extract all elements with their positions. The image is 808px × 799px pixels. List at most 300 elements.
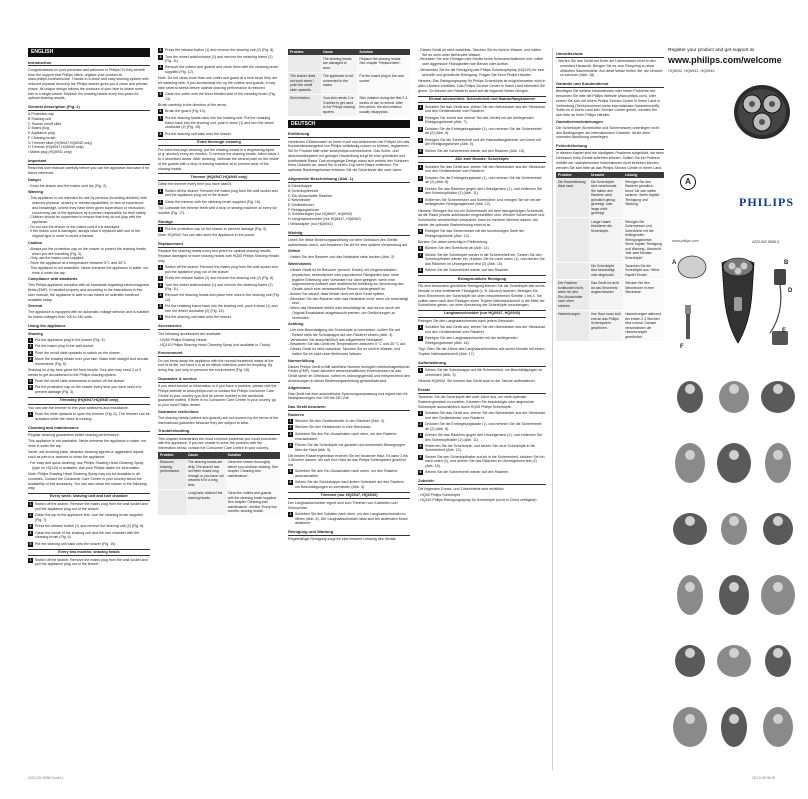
- table-cell: Skin irritation during the first 2-3 weeks of use is normal. After this period, the skin irritation usually disappears.: [357, 94, 410, 116]
- warning-heading: Warning: [28, 190, 44, 195]
- compliance-text: This Philips appliance complies with all standards regarding electromagnetic fields (EMF). If handled properly and according to the instructions in this user manual, the appliance is safe to use based on scientific evidence available today.: [28, 283, 150, 302]
- step-item: [158, 189, 280, 198]
- step-item: [28, 385, 150, 394]
- step-item: [158, 109, 280, 114]
- step-text: Schalten Sie das Gerät aus, ziehen Sie den Netzstecker aus der Steckdose und den Gerätestecker vom Rasierer.: [425, 325, 546, 335]
- step-number: 2: [29, 344, 32, 349]
- step-text: Press the release button (1) and remove the shaving unit (2) (Fig. 8).: [165, 276, 275, 281]
- step-item: [28, 412, 150, 421]
- zwei-monate-steps: [418, 165, 546, 207]
- step-number: 3: [289, 431, 292, 436]
- steps-b: [158, 92, 280, 101]
- step-item: [288, 419, 410, 424]
- step-text: Remove the shaving heads and place new ones in the shaving unit (Fig. 12).: [165, 293, 280, 303]
- section-title-einfuehrung: Einführung: [288, 131, 410, 138]
- step-number: 2: [159, 276, 162, 281]
- list-item: - HQ110 Philips Reinigungsspray für Scherköpfe (nicht in China verfügbar).: [422, 498, 546, 503]
- step-text: Entfernen Sie die Scherköpfe, und setzen Sie neue Scherköpfe in die Schereinheit (Abb. 12).: [425, 443, 536, 453]
- table-row: [288, 94, 410, 116]
- step-text: Setzen Sie die Schereinheit wieder auf den Rasierer.: [425, 470, 510, 475]
- table-row: [556, 178, 664, 217]
- table-cell: [556, 218, 589, 262]
- step-text: Setzen Sie die Schutzkappe auf die Schereinheit, um Beschädigungen zu vermeiden (Abb. 3).: [425, 368, 543, 377]
- figure-thumbnail: [758, 630, 798, 692]
- warnhinweis-heading: Warnhinweis: [288, 262, 312, 267]
- step-number: 5: [29, 378, 32, 383]
- list-item: - Benutzen Sie zum Reinigen des Geräts keine Scheuerschwämme und -mittel oder aggressive Flüssigkeiten wie Benzin oder Aceton.: [422, 57, 546, 66]
- figure-thumbnail: [758, 366, 798, 428]
- step-text: Brush the guard (Fig. 14).: [165, 109, 206, 114]
- table-row: [158, 489, 280, 515]
- description-list: [28, 112, 150, 155]
- step-text: Remove the cutters and guards and clean them with the cleaning brush supplied (Fig. 12).: [165, 65, 279, 75]
- product-parts-illustration: [672, 253, 802, 353]
- list-item: F Cleaning brush: [28, 135, 56, 140]
- step-text: Turn the wheel anticlockwise (1) and remove the retaining frame (2) (Fig. 11).: [165, 54, 273, 64]
- shaving-steps: [28, 338, 150, 367]
- step-number: 1: [29, 502, 32, 507]
- trimmen-steps: [288, 512, 410, 526]
- wichtig-text: Lesen Sie diese Bedienungsanleitung vor dem Gebrauch des Geräts aufmerksam durch, und bewahren Sie sie für eine spätere Verwendung auf.: [288, 237, 409, 247]
- step-number: 2: [419, 336, 422, 341]
- step-number: 5: [159, 304, 162, 309]
- steps-c: [158, 109, 280, 136]
- figure-thumbnail: [758, 432, 798, 494]
- step-text: Schieben Sie den Ein-/Ausschalter nach oben, um den Rasierer einzuschalten.: [295, 431, 397, 441]
- figure-thumbnail: [670, 432, 710, 494]
- step-item: [418, 176, 546, 185]
- trimmer-tip: Tip: Lubricate the trimmer teeth with a drop of sewing machine oil every six months (Fig. 17).: [158, 206, 277, 215]
- step-number: 2: [29, 513, 32, 518]
- normen-heading: Normerfüllung: [288, 358, 315, 363]
- table-row: [556, 310, 664, 341]
- step-number: 4: [419, 197, 422, 202]
- step-text: Setzen Sie die Schutzkappe nach jedem Gebrauch auf den Rasierer, um Beschädigungen zu vermeiden (Abb. 3).: [295, 480, 405, 490]
- list-item: H Langhaarschneider (nur HQ6947, HQ6940): [288, 217, 361, 222]
- two-months-heading: Every two months: shaving heads: [28, 549, 150, 557]
- step-number: 4: [29, 357, 32, 362]
- list-item: - Always put the protection cap on the shaver to protect the shaving heads when you are travelling (Fig. 3).: [32, 247, 150, 256]
- list-item: - Do not use the shaver or the mains cord if it is damaged.: [32, 225, 150, 230]
- table-cell: Put the mains plug in the wall socket.: [357, 72, 410, 94]
- beschreibung-list: [288, 184, 410, 227]
- table-cell: Die Scherköpfe sind verschmutzt. Sie haben den Rasierer nicht gründlich genug gereinigt, oder lange nicht gereinigt.: [589, 178, 623, 217]
- shaving-heading: Shaving: [28, 331, 43, 336]
- step-item: [158, 55, 280, 64]
- step-number: 1: [159, 188, 162, 193]
- section-title-fehlerbehebung: Fehlerbehebung: [556, 143, 664, 150]
- step-number: 6: [159, 109, 162, 114]
- manual-page-1: [28, 48, 550, 770]
- step-item: [418, 138, 546, 147]
- trimmen-text: Der Langhaarschneider eignet sich zum Trimmen von Koteletten und Schnurrbart.: [288, 500, 398, 510]
- step-number: 1: [419, 325, 422, 330]
- step-item: [418, 368, 546, 377]
- step-item: [158, 92, 280, 101]
- part-label-e: E: [782, 328, 787, 334]
- step-item: [158, 116, 280, 130]
- einfuehrung-text: Herzlichen Glückwunsch zu Ihrem Kauf und willkommen bei Philips! Um das Kundendienstangebot von Philips vollständig nutzen zu können, registrieren Sie Ihr Produkt bitte unter www.philips.com/welcome. Das Scher- und Abschneidesystem mit geringer Hautreibung sorgt für eine gründliche und komfortable Rasur. Das einzigartige Design passt sich perfekt den Konturen Ihres Gesichts an, damit Sie in einem Zug mehr Haare entfernen. Für optimale Rasierergebnisse ersetzen Sie die Scherköpfe alle zwei Jahre.: [288, 139, 410, 173]
- step-item: [158, 293, 280, 302]
- step-item: [418, 198, 546, 207]
- compliance-heading: Compliance with standards: [28, 277, 78, 282]
- step-text: Setzen Sie die Schereinheit wieder auf den Rasierer (Abb. 10).: [425, 148, 526, 153]
- allgemeines-text: Das Gerät hat eine automatische Spannungsanpassung und eignet sich für Netzspannungen von 100 bis 240 Volt.: [288, 391, 408, 401]
- figure-thumbnail: [714, 630, 754, 692]
- steps-a: [158, 48, 280, 75]
- hinweis-text-2: Hinweis: Reinigen Sie nur ein Schermesser mit dem dazugehörigen Scherkorb, da die Paare jeweils aufeinander eingeschliffen sind. Werden Schermesser und Scherkörbe versehentlich vertauscht, kann es mehrere Wochen dauern, bis wieder die optimale Rasierleistung erreicht ist.: [418, 208, 545, 227]
- step-text: Drehen Sie das Rädchen gegen den Uhrzeigersinn (1), und entfernen Sie den Scherkopfhalter (2) (Abb. 11).: [425, 186, 543, 196]
- step-item: [288, 432, 410, 441]
- garantieeinschraenkungen-text: Die Scherköpfe (Scherkörbe und Schermesser) unterliegen nicht den Bedingungen der internationalen Garantie, da sie einer normalen Abnutzung unterliegen.: [556, 125, 659, 140]
- step-item: [288, 512, 410, 526]
- reinigung-spray-list: [418, 68, 546, 77]
- website-small: www.philips.com: [672, 239, 699, 243]
- step-number: 6: [159, 315, 162, 320]
- step-item: [158, 132, 280, 137]
- step-text: Reinigen Sie das Schermesser mit der kurzborstigen Seite der Reinigungsbürste (Abb. 13).: [425, 228, 525, 238]
- step-text: Switch off the shaver. Remove the mains plug from the wall socket and pull the appliance plug out of the shaver.: [35, 502, 148, 511]
- step-item: [418, 253, 546, 267]
- step-item: [418, 411, 546, 420]
- reinigung-text: Regelmäßige Reinigung sorgt für eine bessere Leistung des Geräts.: [288, 537, 397, 542]
- part-label-c: C: [728, 306, 733, 312]
- fehlerbehebung-text: In diesem Kapitel sind die häufigsten Probleme aufgeführt, die beim Gebrauch Ihres Geräts auftreten können. Sollten Sie ein Problem mithilfe der nachstehenden Informationen nicht beheben können, wenden Sie sich bitte an das Philips Service-Center in Ihrem Land.: [556, 151, 664, 170]
- table-cell: Replace the shaving heads. See chapter 'Replacement'.: [357, 55, 410, 72]
- step-text: Stecken Sie den Netzstecker in eine Steckdose.: [295, 425, 372, 430]
- table-header-cell: Cause: [321, 49, 358, 55]
- section-title-reinigung: Reinigung und Wartung: [288, 529, 410, 536]
- list-item: - Verwenden Sie ausschließlich das mitgelieferte Netzkabel.: [292, 338, 410, 343]
- step-number: 4: [159, 65, 162, 70]
- list-item: - Halten Sie den Rasierer und das Netzkabel stets trocken (Abb. 2).: [292, 255, 410, 260]
- list-item: - This appliance is not intended for use by persons (including children) with reduced physical, sensory or mental capabilities, or lack of experience and knowledge, unless they have been given supervision or instruction concerning use of the appliance by a person responsible for their safety.: [32, 196, 150, 215]
- step-item: [288, 469, 410, 478]
- list-item: - Wenn das Netzkabel defekt oder beschädigt ist, darf es nur durch ein Original-Ersatzkabel ausgetauscht werden, um Gefährdungen zu vermeiden.: [292, 306, 410, 320]
- step-item: [158, 48, 280, 53]
- table-cell: Hautreizungen während der ersten 2-3 Wochen sind normal. Danach verschwinden die Hautreizungen gewöhnlich.: [623, 310, 664, 341]
- table-row: [556, 218, 664, 262]
- list-item: - This appliance is not washable. Never immerse the appliance in water, nor rinse it under the tap.: [32, 266, 150, 275]
- trimmer-text: Clean the trimmer every time you have used it.: [158, 182, 233, 187]
- section-title-zubehoer: Zubehör: [418, 478, 546, 485]
- steps-6-8: [418, 246, 546, 273]
- step-item: [158, 265, 280, 274]
- storage-steps: [158, 227, 280, 232]
- figure-thumbnail: [670, 564, 710, 626]
- table-cell: Reduced shaving performance.: [158, 459, 186, 489]
- cleaning-text-2: This appliance is not washable. Never immerse the appliance in water, nor rinse it under the tap.: [28, 439, 147, 448]
- step-number: 6: [419, 246, 422, 251]
- step-text: Push the slide upwards to open the trimmer (Fig. 6). The trimmer can be activated while the motor is running.: [35, 412, 150, 421]
- extra-cleaning-text: For extra thorough cleaning, put the shaving heads in a degreasing liquid (e.g. alcohol) every six months. To remove the shaving heads, follow steps 1 to 4 described above. After cleaning, lubricate the central point on the inside of the guards with a drop of sewing machine oil to prevent wear of the shaving heads.: [158, 147, 280, 171]
- table-header-cell: Solution: [226, 452, 280, 458]
- register-header: [668, 48, 804, 74]
- table-cell: Die Rasierleistung lässt nach.: [556, 178, 589, 217]
- step-item: [418, 444, 546, 453]
- step-item: [418, 165, 546, 174]
- list-item: E Appliance plug: [28, 131, 55, 136]
- aufbewahrung-note: Hinweis HQ6942: Sie können das Gerät auch in der Tasche aufbewahren.: [418, 379, 536, 384]
- list-item: C Shaver on/off slide: [28, 121, 62, 126]
- list-item: - Only use the mains cord supplied.: [32, 256, 150, 261]
- list-item: - Children should be supervised to ensure that they do not play with the appliance.: [32, 215, 150, 224]
- step-number: 1: [29, 412, 32, 417]
- step-number: 2: [159, 199, 162, 204]
- step-number: 2: [289, 425, 292, 430]
- restrictions-text: The shaving heads (cutters and guards) are not covered by the terms of the international guarantee because they are subject to wear.: [158, 415, 279, 425]
- step-text: Put the retaining frame back into the shaving unit, push it down (1) and turn the wheel clockwise (2) (Fig. 15).: [165, 304, 278, 314]
- section-title-aufbewahrung: Aufbewahrung: [418, 360, 546, 367]
- step-item: [418, 422, 546, 431]
- section-title-general-description: General description (Fig. 1): [28, 104, 150, 111]
- every-week-steps: [28, 502, 150, 546]
- step-number: 3: [419, 432, 422, 437]
- section-title-important: Important: [28, 158, 150, 165]
- step-number: 3: [159, 282, 162, 287]
- list-item: D Netzstecker: [288, 198, 311, 203]
- table-cell: The appliance is not connected to the mains.: [321, 72, 358, 94]
- step-number: 1: [159, 265, 162, 270]
- step-text: Switch off the shaver. Remove the mains plug from the wall socket and pull the appliance plug out of the shaver.: [35, 557, 148, 567]
- step-item: [418, 325, 546, 334]
- section-title-troubleshooting: Troubleshooting: [158, 428, 280, 435]
- list-item: - Store the appliance at a temperature between 5°C and 35°C.: [32, 261, 150, 266]
- part-number: 4222.002.5056.3: [752, 240, 779, 244]
- step-item: [158, 276, 280, 281]
- step-text: Entfernen Sie Schermesser und Scherkörbe, und reinigen Sie sie mit der beiliegenden Reinigungsbürste (Abb. 12).: [425, 197, 541, 207]
- table-header-cell: Solution: [357, 49, 410, 55]
- table-row: [288, 72, 410, 94]
- step-text: Put the appliance plug in the shaver (Fig. 4).: [35, 337, 106, 342]
- general-text: The appliance is equipped with an automatic voltage selector and is suitable for mains voltages from 100 to 240 volts.: [28, 310, 150, 320]
- step-text: Setzen Sie den Scherkopfhalter zurück in die Schereinheit, drücken Sie ihn nach unten (1), und drehen Sie das Rädchen im Uhrzeigersinn fest (2) (Abb. 15).: [425, 454, 545, 469]
- step-text: Turn the wheel anticlockwise (1) and remove the retaining frame (2) (Fig. 11).: [165, 282, 273, 292]
- step-text: Switch off the shaver. Remove the mains plug from the wall socket and pull the appliance plug out of the shaver.: [165, 188, 278, 198]
- step-number: 5: [419, 454, 422, 459]
- list-item: - If the mains cord is damaged, always have it replaced with one of the original type in order to avoid a hazard.: [32, 229, 150, 238]
- list-item: - Benutzen Sie den Rasierer oder das Netzkabel nicht, wenn sie beschädigt sind.: [292, 297, 410, 306]
- section-title-accessories: Accessories: [158, 323, 280, 330]
- guarantee-text: If you need service or information or if you have a problem, please visit the Philips website at www.philips.com or contact the Philips Consumer Care Centre in your country (you find its phone number in the worldwide guarantee leaflet). If there is no Consumer Care Centre in your country, go to your local Philips dealer.: [158, 384, 277, 408]
- register-line: Register your product and get support at: [668, 48, 754, 53]
- section-title-environment: Environment: [158, 350, 280, 357]
- column-german-3: [556, 48, 664, 770]
- trimming-steps: [28, 412, 150, 421]
- step-number: 4: [159, 293, 162, 298]
- rasieren-heading: Rasieren: [288, 412, 305, 417]
- table-header-cell: Cause: [186, 452, 226, 458]
- philips-logo: PHILIPS: [739, 195, 795, 209]
- list-item: - Um eine Beschädigung der Scherköpfe zu vermeiden, sollten Sie auf Reisen stets die Schutzkappe auf den Rasierer setzen (Abb. 3).: [292, 328, 410, 337]
- step-text: Drehen Sie das Rädchen gegen den Uhrzeigersinn (1), und entfernen Sie den Scherkopfhalter (2) (Abb. 11).: [425, 432, 543, 442]
- table-cell: Tauschen Sie die Scherköpfe aus. Siehe Kapitel 'Ersatz'.: [623, 262, 664, 279]
- step-item: [418, 268, 546, 273]
- shaver-head-illustration: [732, 82, 792, 142]
- step-number: 5: [29, 541, 32, 546]
- step-number: 2: [419, 115, 422, 120]
- trimmen-heading: Trimmen (nur HQ6947, HQ6940): [288, 492, 410, 500]
- step-5: [418, 229, 546, 238]
- step-item: [28, 338, 150, 343]
- website-url[interactable]: www.philips.com/welcome: [668, 55, 782, 66]
- list-item: B Shaving unit: [28, 117, 52, 121]
- table-row: [556, 279, 664, 310]
- intro-text: Congratulations on your purchase and welcome to Philips! To fully benefit from the support that Philips offers, register your product at www.philips.com/welcome. Thanks to a close and easy shaving system with reduced physical recovery the Philips shaver gives you a clean and precise shave. Its unique design follows the contours of your face to shave more hair in a single stroke. Replace the shaving heads every two years for optimal shaving results.: [28, 67, 149, 101]
- table-cell: Lange Haare blockieren die Scherköpfe.: [589, 218, 623, 262]
- figure-thumbnail: [758, 696, 798, 758]
- garantieeinschraenkungen-heading: Garantieeinschränkungen: [556, 119, 603, 124]
- tipp-text: Tipp: Ölen Sie die Zähne des Langhaarschneiders alle sechs Monate mit einem Tropfen Nähmaschinenöl (Abb. 17).: [418, 347, 545, 357]
- table-header-cell: Lösung: [623, 172, 664, 178]
- step-text: Stecken Sie den Gerätestecker in den Rasierer (Abb. 4).: [295, 418, 385, 423]
- figure-thumbnail: [714, 696, 754, 758]
- step-number: 6: [289, 480, 292, 485]
- step-number: 6: [419, 470, 422, 475]
- list-item: A Schutzkappe: [288, 184, 312, 189]
- zubehoer-text: Die folgenden Ersatz- und Zubehörteile sind erhältlich:: [418, 486, 505, 491]
- step-text: Push the on/off slide upwards to switch on the shaver.: [35, 350, 121, 355]
- section-title-cleaning: Cleaning and maintenance: [28, 425, 150, 432]
- table-cell: Der Rasierer funktioniert nicht, wenn ich den Ein-/Ausschalter nach oben schiebe.: [556, 279, 589, 310]
- step-item: [28, 524, 150, 529]
- reinigung-list: [418, 48, 546, 67]
- table-header-cell: Problem: [158, 452, 186, 458]
- step-number: 3: [29, 350, 32, 355]
- step-number: 1: [289, 511, 292, 516]
- cleaning-text-1: Regular cleaning guarantees better shaving performance.: [28, 433, 120, 437]
- list-item: A Protection cap: [28, 112, 55, 117]
- section-title-storage: Storage: [158, 219, 280, 226]
- warning-list: [28, 196, 150, 239]
- list-item: - HQ55 Philips Scherköpfe: [422, 493, 546, 498]
- danger-list: [28, 184, 150, 189]
- list-item: I Netzadapter (nur HQ6941): [288, 221, 333, 226]
- list-item: I Mains plug (HQ6941 only): [28, 150, 72, 155]
- language-title-deutsch: DEUTSCH: [288, 120, 410, 129]
- table-cell: The shaving heads are damaged or worn.: [321, 55, 358, 72]
- list-item: D Mains plug: [28, 126, 49, 131]
- figure-thumbnail: [758, 498, 798, 560]
- step-item: [418, 105, 546, 114]
- column-english-1: [28, 48, 150, 770]
- table-cell: Clean the shaver thoroughly before you continue shaving. See chapter 'Cleaning and maintenance'.: [226, 459, 280, 489]
- replacement-steps: [158, 265, 280, 320]
- step-item: [418, 149, 546, 154]
- rasieren-steps-2: [288, 469, 410, 489]
- step-number: 1: [419, 368, 422, 373]
- list-item: H Trimmer (HQ6947,HQ6940 only): [28, 145, 84, 150]
- step-item: [418, 229, 546, 238]
- step-text: Schalten Sie das Gerät aus, ziehen Sie den Netzstecker aus der Steckdose und den Gerätestecker vom Rasierer.: [425, 164, 546, 174]
- part-label-d: D: [788, 288, 793, 294]
- ersatz-text: Tauschen Sie die Scherköpfe alle zwei Jahre aus, um stets optimale Rasierergebnisse zu erzielen. Ersetzen Sie beschädigte oder abgenutzte Scherköpfe ausschließlich durch HQ55 Philips Scherköpfe.: [418, 395, 535, 409]
- step-item: [158, 315, 280, 320]
- table-cell: Reinigen Sie Schermesser und Scherkörbe mit der beiliegenden Reinigungsbürste. Siehe Kapitel 'Reinigung und Wartung', Abschnitt 'Alle zwei Monate: Scherköpfe'.: [623, 218, 664, 262]
- step-number: 1: [29, 337, 32, 342]
- step-text: Press the release button (1) and remove the shaving unit (2) (Fig. 8).: [35, 524, 145, 529]
- table-cell: Hautreizungen: [556, 310, 589, 341]
- table-header-cell: Ursache: [589, 172, 623, 178]
- woechentlich-heading: Einmal wöchentlich: Schereinheit und Haarauffangkammer: [418, 96, 546, 104]
- step-text: Push the on/off slide downwards to switch off the shaver.: [35, 378, 126, 383]
- trimmer-steps: [158, 189, 280, 205]
- step-item: [418, 433, 546, 442]
- cleaning-note: Note: Philips Shaving Head Cleaning Spray may not be available in all countries. Contact the Consumer Care Centre in your country about the availability of this accessory. You can also clean the shaver in the following way:: [28, 472, 147, 491]
- step-text: Schalten Sie das Gerät aus, ziehen Sie den Netzstecker aus der Steckdose und den Gerätestecker vom Rasierer.: [425, 410, 546, 420]
- list-item: - Dieses Gerät ist nicht waschbar. Tauchen Sie es nicht in Wasser, und halten Sie es nicht unter fließendes Wasser.: [422, 48, 546, 57]
- step-number: 4: [289, 442, 292, 447]
- step-text: Clean the cutter with the short-bristled side of the cleaning brush (Fig. 13).: [165, 92, 276, 101]
- list-item: C Ein-/Ausschalter Rasierer: [288, 193, 333, 198]
- step-number: 1: [419, 410, 422, 415]
- step-item: [418, 246, 546, 251]
- every-week-heading: Every week: shaving unit and hair chamber: [28, 493, 150, 501]
- step-item: [28, 558, 150, 567]
- normen-text: Dieses Philips Gerät erfüllt sämtliche Normen bezüglich elektromagnetischer Felder (EMF). Nach aktuellen wissenschaftlichen Erkenntnissen ist das Gerät sicher im Gebrauch, sofern es ordnungsgemäß und entsprechend den Anweisungen in dieser Bedienungsanleitung gehandhabt wird.: [288, 364, 410, 383]
- step-text: Put the shaving unit back onto the shaver.: [165, 131, 232, 136]
- extra-reinigung-text: Für eine besonders gründliche Reinigung können Sie die Scherköpfe alle sechs Monate in eine entfettende Flüssigkeit (z. B. Alkohol) tauchen. Befolgen Sie beim Entnehmen der Scherköpfe die oben beschriebenen Schritte 1 bis 4. Sie sollten dann nach dem Reinigen einen Tropfen Nähmaschinenöl in die Mitte der Scherkörbe geben, um einer Abnutzung der Scherköpfe vorzubeugen.: [418, 284, 545, 308]
- section-title-ersatz: Ersatz: [418, 387, 546, 394]
- list-item: - Dieses Gerät ist nicht waschbar. Tauchen Sie es nicht in Wasser, und halten Sie es nicht unter fließendes Wasser.: [292, 347, 410, 356]
- caution-heading: Caution: [28, 240, 43, 245]
- step-text: Drücken Sie die Entriegelungstaste (1), und nehmen Sie die Schereinheit ab (2) (Abb. 8).: [425, 421, 542, 431]
- step-number: 3: [419, 126, 422, 131]
- gefahr-heading: Gefahr: [288, 249, 301, 254]
- list-item: - Achten Sie darauf, dass Kinder nicht mit dem Gerät spielen.: [292, 292, 410, 297]
- table-cell: Das Gerät ist nicht an das Stromnetz angeschlossen.: [589, 279, 623, 310]
- caution-list: [28, 247, 150, 275]
- step-item: [28, 513, 150, 522]
- list-item: - Werfen Sie das Gerät am Ende der Lebensdauer nicht in den normalen Hausmüll. Bringen Sie es zum Recycling zu einer offiziellen Sammelstelle. Auf diese Weise helfen Sie, die Umwelt zu schonen (Abb. 18).: [560, 59, 664, 78]
- column-german-2: [418, 48, 546, 770]
- aufbewahrung-steps: [418, 368, 546, 377]
- langhaarschneider-steps: [418, 325, 546, 345]
- list-item: - Keep the shaver and the mains cord dry (Fig. 2).: [32, 184, 150, 189]
- section-title-umweltschutz: Umweltschutz: [556, 51, 664, 58]
- troubleshooting-table-de: [556, 172, 664, 342]
- step-number: 8: [159, 131, 162, 136]
- step-text: Put the protection cap on the shaver every time you have used it to prevent damage (Fig. 3).: [35, 385, 142, 395]
- step-text: Reinigen Sie zuerst den oberen Teil des Geräts mit der beiliegenden Reinigungsbürste (Abb. 7).: [425, 115, 534, 125]
- step-item: [418, 336, 546, 345]
- step-number: 1: [159, 226, 162, 231]
- step-item: [418, 470, 546, 475]
- list-item: - Dieses Gerät ist für Benutzer (einschl. Kinder) mit eingeschränkten physischen, sensorischen oder psychischen Fähigkeiten bzw. ohne jegliche Erfahrung oder Vorwissen nur dann geeignet, wenn eine angemessene Aufsicht oder ausführliche Anleitung zur Benutzung des Geräts durch eine verantwortliche Person sichergestellt ist.: [292, 268, 410, 292]
- extra-cleaning-heading: Extra thorough cleaning: [158, 139, 280, 147]
- step-text: Drücken Sie die Entriegelungstaste (1), und nehmen Sie die Schereinheit ab (2) (Abb. 8).: [425, 175, 542, 185]
- replacement-text: Replace the shaving heads every two years for optimal shaving results. Replace damaged or worn shaving heads with HQ55 Philips Shaving Heads only.: [158, 249, 280, 263]
- table-cell: [158, 489, 186, 515]
- step-text: Drücken Sie die Entriegelungstaste (1), und nehmen Sie die Schereinheit ab (2) (Abb. 8).: [425, 126, 542, 136]
- step-item: [158, 283, 280, 292]
- part-label-a: A: [672, 260, 677, 266]
- figure-thumbnail: [714, 564, 754, 626]
- step-item: [28, 357, 150, 366]
- step-item: [28, 344, 150, 349]
- table-cell: Reinigen Sie den Rasierer gründlich, bevor Sie sich weiter rasieren. Siehe Kapitel 'Reinigung und Wartung'.: [623, 178, 664, 217]
- step-number: 5: [419, 148, 422, 153]
- table-cell: Stecken Sie den Netzstecker in eine Steckdose.: [623, 279, 664, 310]
- cleaning-text-3: Never use scouring pads, abrasive cleaning agents or aggressive liquids such as petrol or acetone to clean the appliance.: [28, 450, 144, 459]
- shaving-note: Shaving on a dry face gives the best results. Your skin may need 2 or 3 weeks to get accustomed to the Philips shaving system.: [28, 368, 142, 377]
- figure-thumbnail: [670, 696, 710, 758]
- step-number: 1: [419, 104, 422, 109]
- allgemeines-heading: Allgemeines: [288, 385, 311, 390]
- step-number: 4: [419, 137, 422, 142]
- troubleshooting-table-en-2: [288, 49, 410, 117]
- step-text: Put the shaving unit back onto the shaver (Fig. 10).: [35, 541, 117, 546]
